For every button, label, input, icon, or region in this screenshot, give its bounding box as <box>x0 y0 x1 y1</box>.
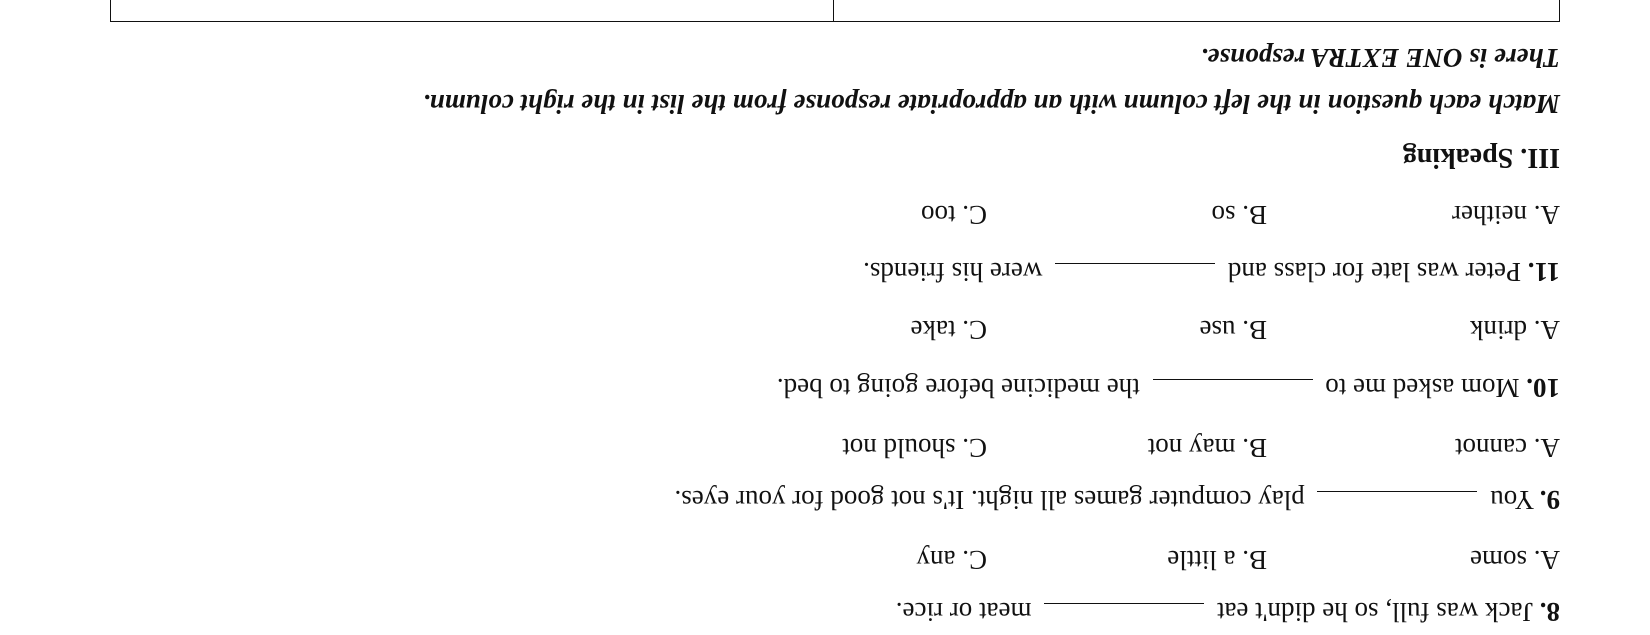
section-instruction: Match each question in the left column with an appropriate response from the list in the right column. <box>422 89 1560 119</box>
option-b: B. use <box>1199 315 1267 345</box>
section-note: There is ONE EXTRA response. <box>1200 43 1560 73</box>
question-text-before: Mom asked me to <box>1325 373 1520 403</box>
option-b: B. a little <box>1167 545 1267 575</box>
question-text-after: were his friends. <box>863 257 1043 287</box>
section-heading: III. Speaking <box>1402 142 1560 173</box>
option-a: A. cannot <box>1455 433 1560 463</box>
question-number: 11. <box>1527 257 1560 287</box>
option-c: C. should not <box>842 433 987 463</box>
option-c: C. take <box>910 315 987 345</box>
question-8 <box>896 595 1560 629</box>
question-text-after: the medicine before going to bed. <box>776 373 1140 403</box>
question-9 <box>674 483 1560 517</box>
question-text-before: Jack was full, so he didn't eat <box>1216 597 1533 627</box>
option-b: B. may not <box>1147 433 1267 463</box>
option-a: A. neither <box>1452 200 1560 230</box>
option-c: C. any <box>916 545 987 575</box>
question-text-before: Peter was late for class and <box>1227 257 1521 287</box>
question-number: 9. <box>1539 485 1560 515</box>
answer-blank <box>1317 491 1477 514</box>
option-b: B. so <box>1211 200 1267 230</box>
question-number: 8. <box>1539 597 1560 627</box>
option-a: A. drink <box>1470 315 1560 345</box>
question-11 <box>863 255 1560 289</box>
option-a: A. some <box>1470 545 1560 575</box>
matching-table <box>110 0 1560 22</box>
question-10 <box>777 371 1560 405</box>
option-c: C. too <box>920 200 987 230</box>
question-text-before: You <box>1490 485 1534 515</box>
answer-blank <box>1055 263 1215 286</box>
answer-blank <box>1044 603 1204 626</box>
question-text-after: play computer games all night. It's not good for your eyes. <box>674 485 1305 515</box>
answer-blank <box>1153 379 1313 402</box>
question-text-after: meat or rice. <box>895 597 1032 627</box>
table-column-divider <box>833 0 834 21</box>
question-number: 10. <box>1526 373 1560 403</box>
